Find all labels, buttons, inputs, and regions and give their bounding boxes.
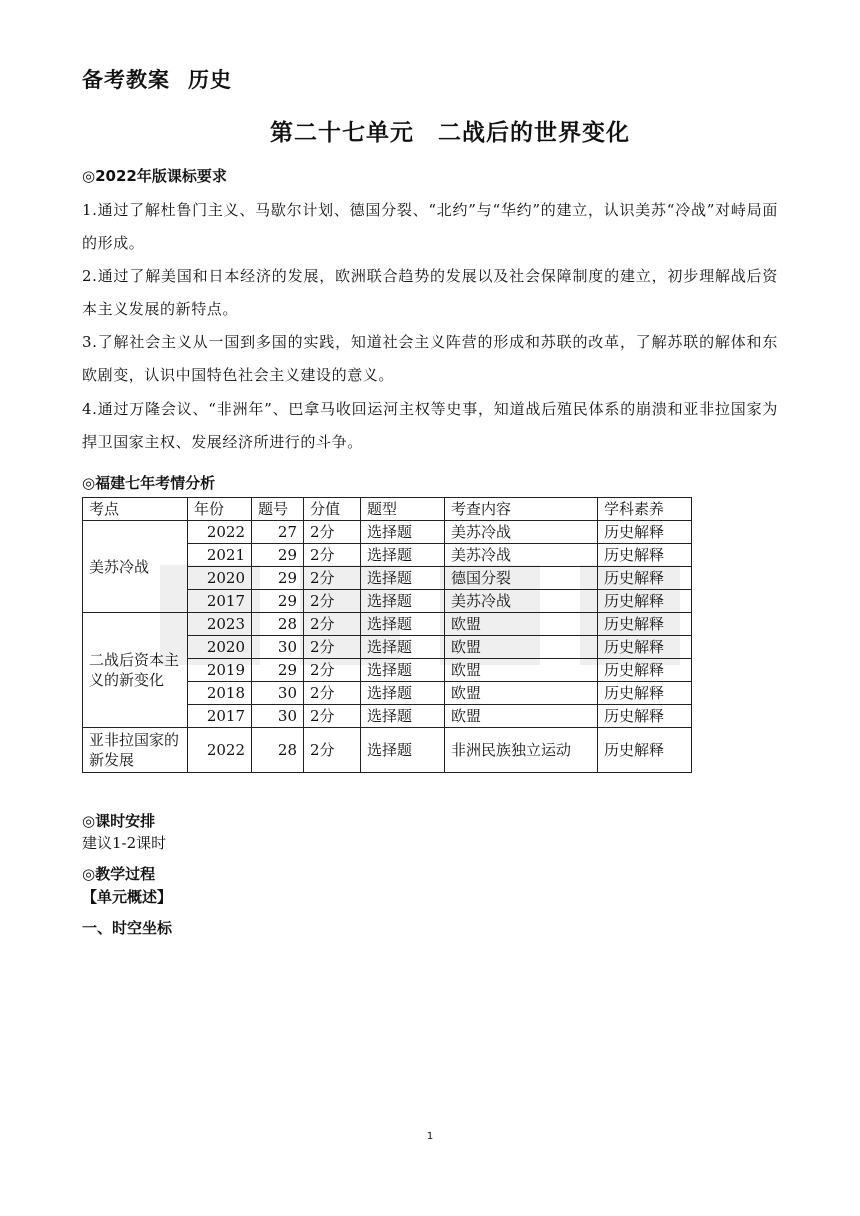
- question-cell: 29: [252, 659, 304, 682]
- content-cell: 美苏冷战: [445, 544, 598, 567]
- content-cell: 欧盟: [445, 636, 598, 659]
- year-cell: 2023: [188, 613, 252, 636]
- year-cell: 2018: [188, 682, 252, 705]
- year-cell: 2022: [188, 728, 252, 773]
- timeline-subheading: 一、时空坐标: [82, 919, 173, 937]
- content-cell: 德国分裂: [445, 567, 598, 590]
- type-cell: 选择题: [361, 636, 445, 659]
- literacy-cell: 历史解释: [598, 728, 692, 773]
- column-header: 年份: [188, 498, 252, 521]
- question-cell: 29: [252, 544, 304, 567]
- column-header: 题型: [361, 498, 445, 521]
- page-title: 第二十七单元 二战后的世界变化: [270, 120, 630, 146]
- column-header: 考点: [83, 498, 188, 521]
- literacy-cell: 历史解释: [598, 521, 692, 544]
- question-cell: 30: [252, 705, 304, 728]
- table-row: [83, 728, 692, 773]
- score-cell: 2分: [304, 613, 361, 636]
- literacy-cell: 历史解释: [598, 567, 692, 590]
- question-cell: 28: [252, 613, 304, 636]
- table-row: [83, 521, 692, 544]
- literacy-cell: 历史解释: [598, 636, 692, 659]
- type-cell: 选择题: [361, 705, 445, 728]
- year-cell: 2020: [188, 636, 252, 659]
- literacy-cell: 历史解释: [598, 705, 692, 728]
- year-cell: 2021: [188, 544, 252, 567]
- header-right: 历史: [188, 68, 232, 92]
- year-cell: 2020: [188, 567, 252, 590]
- type-cell: 选择题: [361, 590, 445, 613]
- type-cell: 选择题: [361, 682, 445, 705]
- literacy-cell: 历史解释: [598, 590, 692, 613]
- literacy-cell: 历史解释: [598, 682, 692, 705]
- table-header-row: [83, 498, 692, 521]
- type-cell: 选择题: [361, 728, 445, 773]
- year-cell: 2022: [188, 521, 252, 544]
- type-cell: 选择题: [361, 613, 445, 636]
- content-cell: 美苏冷战: [445, 521, 598, 544]
- score-cell: 2分: [304, 521, 361, 544]
- score-cell: 2分: [304, 659, 361, 682]
- content-cell: 非洲民族独立运动: [445, 728, 598, 773]
- process-heading: ◎教学过程: [82, 865, 156, 883]
- question-cell: 28: [252, 728, 304, 773]
- score-cell: 2分: [304, 705, 361, 728]
- year-cell: 2019: [188, 659, 252, 682]
- column-header: 考查内容: [445, 498, 598, 521]
- content-cell: 欧盟: [445, 682, 598, 705]
- literacy-cell: 历史解释: [598, 659, 692, 682]
- score-cell: 2分: [304, 728, 361, 773]
- content-cell: 欧盟: [445, 659, 598, 682]
- standard-item-1: 1.通过了解杜鲁门主义、马歇尔计划、德国分裂、“北约”与“华约”的建立，认识美苏“冷战”对峙局面的形成。: [82, 201, 778, 252]
- question-cell: 29: [252, 590, 304, 613]
- schedule-text: 建议1-2课时: [82, 834, 167, 852]
- document-header: [82, 64, 232, 94]
- topic-cell: 美苏冷战: [83, 521, 188, 613]
- type-cell: 选择题: [361, 659, 445, 682]
- score-cell: 2分: [304, 636, 361, 659]
- type-cell: 选择题: [361, 521, 445, 544]
- content-cell: 欧盟: [445, 613, 598, 636]
- column-header: 学科素养: [598, 498, 692, 521]
- topic-cell: 二战后资本主义的新变化: [83, 613, 188, 728]
- content-cell: 欧盟: [445, 705, 598, 728]
- type-cell: 选择题: [361, 544, 445, 567]
- score-cell: 2分: [304, 544, 361, 567]
- type-cell: 选择题: [361, 567, 445, 590]
- exam-analysis-heading: ◎福建七年考情分析: [82, 474, 216, 492]
- unit-overview-heading: 【单元概述】: [82, 888, 173, 906]
- question-cell: 30: [252, 636, 304, 659]
- literacy-cell: 历史解释: [598, 544, 692, 567]
- standards-heading: ◎2022年版课标要求: [82, 167, 227, 185]
- year-cell: 2017: [188, 705, 252, 728]
- header-left: 备考教案: [82, 68, 170, 92]
- standard-item-3: 3.了解社会主义从一国到多国的实践，知道社会主义阵营的形成和苏联的改革，了解苏联的解体和东欧剧变，认识中国特色社会主义建设的意义。: [82, 333, 778, 384]
- exam-analysis-table: [82, 497, 692, 773]
- column-header: 题号: [252, 498, 304, 521]
- question-cell: 30: [252, 682, 304, 705]
- column-header: 分值: [304, 498, 361, 521]
- standard-item-2: 2.通过了解美国和日本经济的发展，欧洲联合趋势的发展以及社会保障制度的建立，初步理解战后资本主义发展的新特点。: [82, 267, 778, 318]
- table-row: [83, 613, 692, 636]
- standard-item-4: 4.通过万隆会议、“非洲年”、巴拿马收回运河主权等史事，知道战后殖民体系的崩溃和亚非拉国家为捍卫国家主权、发展经济所进行的斗争。: [82, 400, 778, 451]
- schedule-heading: ◎课时安排: [82, 812, 156, 830]
- score-cell: 2分: [304, 567, 361, 590]
- score-cell: 2分: [304, 682, 361, 705]
- score-cell: 2分: [304, 590, 361, 613]
- question-cell: 27: [252, 521, 304, 544]
- content-cell: 美苏冷战: [445, 590, 598, 613]
- year-cell: 2017: [188, 590, 252, 613]
- literacy-cell: 历史解释: [598, 613, 692, 636]
- topic-cell: 亚非拉国家的新发展: [83, 728, 188, 773]
- page-number: 1: [426, 1131, 434, 1142]
- question-cell: 29: [252, 567, 304, 590]
